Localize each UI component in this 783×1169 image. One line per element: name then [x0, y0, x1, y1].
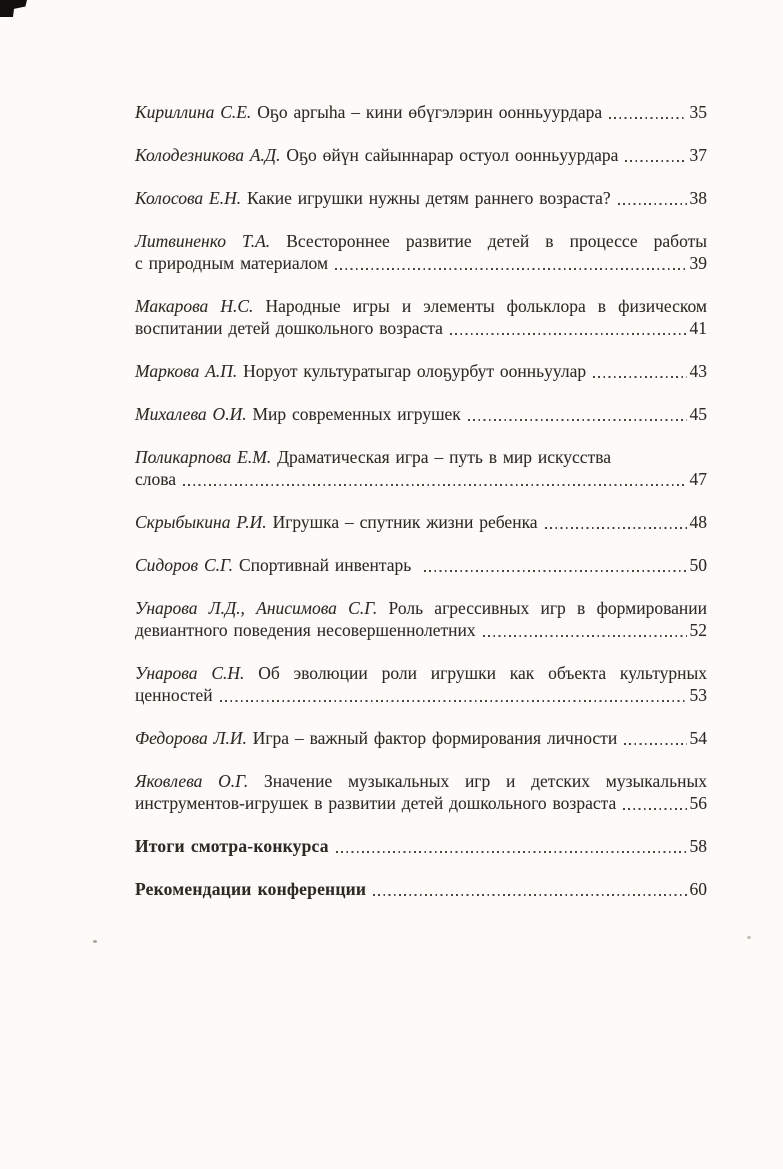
toc-entry-author: Унарова С.Н.	[135, 663, 245, 683]
toc-entry-text	[135, 187, 611, 209]
toc-entry-text	[135, 554, 417, 576]
toc-entry-author: Яковлева О.Г.	[135, 771, 249, 791]
toc-entry-page: 35	[689, 102, 707, 122]
toc-entry-line	[135, 770, 707, 792]
toc-entry-text: с природным материалом	[135, 253, 329, 273]
toc-entry-page: 43	[689, 361, 707, 381]
toc-entry-page: 45	[689, 404, 707, 424]
toc-entry-line	[135, 835, 707, 857]
toc-entry-page: 58	[689, 836, 707, 856]
toc-entry-text	[135, 360, 586, 382]
toc-entry-title: Спортивнай инвентарь	[238, 555, 412, 575]
toc-entry-author: Маркова А.П.	[135, 361, 238, 381]
toc-entry-text: ценностей	[135, 685, 213, 705]
scan-speck	[747, 936, 751, 939]
toc-entry-text: воспитании детей дошкольного возраста	[135, 318, 443, 338]
toc-entry-title: Оҕо аргыһа – кини өбүгэлэрин оонньуурдара	[257, 102, 603, 122]
toc-entry-author: Колосова Е.Н.	[135, 188, 242, 208]
toc-entry-text: слова	[135, 469, 177, 489]
toc-entry-page: 53	[689, 685, 707, 705]
dot-leader	[593, 376, 686, 378]
toc-entry	[135, 770, 707, 814]
scan-speck	[93, 940, 97, 943]
toc-entry-page: 48	[689, 512, 707, 532]
dot-leader	[624, 743, 686, 745]
toc-entry-author: Литвиненко Т.А.	[135, 231, 271, 251]
toc-entry-page: 56	[689, 793, 707, 813]
toc-entry-text: инструментов-игрушек в развитии детей дошкольного возраста	[135, 793, 617, 813]
toc-entry-author: Михалева О.И.	[135, 404, 247, 424]
toc-entry-title: Какие игрушки нужны детям раннего возраста?	[247, 188, 611, 208]
toc-entry-line	[135, 360, 707, 382]
toc-entry	[135, 727, 707, 749]
toc-entry-page: 52	[689, 620, 707, 640]
toc-entry-page: 54	[689, 728, 707, 748]
toc-entry-text: девиантного поведения несовершеннолетних	[135, 620, 476, 640]
toc-entry	[135, 511, 707, 533]
toc-entry-page: 39	[689, 253, 707, 273]
toc-entry-line	[135, 317, 707, 339]
toc-entry	[135, 295, 707, 339]
toc-entry-line	[135, 792, 707, 814]
toc-entry-line	[135, 684, 707, 706]
toc-entry-line	[135, 252, 707, 274]
dot-leader	[483, 635, 687, 637]
dot-leader	[424, 570, 686, 572]
toc-entry-text	[135, 403, 461, 425]
toc-entry-title: Значение музыкальных игр и детских музыкальных	[263, 771, 707, 791]
toc-entry	[135, 360, 707, 382]
toc-entry-title: Итоги смотра-конкурса	[135, 836, 329, 856]
toc-entry-author: Кириллина С.Е.	[135, 102, 252, 122]
toc-entry-line	[135, 468, 707, 490]
dot-leader	[335, 268, 686, 270]
toc-entry-title: Оҕо өйүн сайыннарар остуол оонньуурдара	[286, 145, 619, 165]
toc-entry	[135, 230, 707, 274]
toc-entry-title: Народные игры и элементы фольклора в физическом	[265, 296, 707, 316]
toc-entry-page: 37	[689, 145, 707, 165]
toc-entry-title: Всестороннее развитие детей в процессе работы	[286, 231, 708, 251]
toc-entry-author: Федорова Л.И.	[135, 728, 247, 748]
toc-entry-line	[135, 597, 707, 619]
toc-entry-author: Поликарпова Е.М.	[135, 447, 272, 467]
toc-entry	[135, 144, 707, 166]
toc-entry-line	[135, 187, 707, 209]
toc-entry-author: Макарова Н.С.	[135, 296, 254, 316]
dot-leader	[468, 419, 687, 421]
dot-leader	[183, 484, 686, 486]
toc-entry	[135, 597, 707, 641]
toc-entry-line	[135, 511, 707, 533]
toc-entry-author: Сидоров С.Г.	[135, 555, 234, 575]
toc-entry-title: Норуот культуратыгар олоҕурбут оонньуулар	[243, 361, 587, 381]
toc-entry-recommendations	[135, 878, 707, 900]
toc-entry-line	[135, 446, 707, 468]
toc-entry-text	[135, 144, 618, 166]
dot-leader	[625, 160, 686, 162]
toc-entry-page: 41	[689, 318, 707, 338]
toc-entry-line	[135, 619, 707, 641]
toc-entry-line	[135, 727, 707, 749]
toc-entry-title: Игрушка – спутник жизни ребенка	[272, 512, 538, 532]
toc-entry-page: 47	[689, 469, 707, 489]
dot-leader	[373, 894, 686, 896]
dot-leader	[618, 203, 687, 205]
scan-corner-artifact	[0, 0, 27, 17]
toc-entry-summary	[135, 835, 707, 857]
dot-leader	[609, 117, 686, 119]
dot-leader	[623, 808, 686, 810]
toc-entry-text	[135, 511, 538, 533]
toc-entry-text	[135, 101, 602, 123]
toc-entry-line	[135, 662, 707, 684]
toc-entry	[135, 446, 707, 490]
toc-entry-line	[135, 230, 707, 252]
toc-entry-line	[135, 403, 707, 425]
dot-leader	[220, 700, 687, 702]
toc-entry-author: Унарова Л.Д., Анисимова С.Г.	[135, 598, 378, 618]
toc-entry-line	[135, 101, 707, 123]
toc-entry-line	[135, 554, 707, 576]
dot-leader	[450, 333, 687, 335]
toc-entry-title: Игра – важный фактор формирования личности	[252, 728, 618, 748]
toc-entry	[135, 554, 707, 576]
toc-entry-author: Скрыбыкина Р.И.	[135, 512, 267, 532]
toc-entry-title: Рекомендации конференции	[135, 879, 367, 899]
toc-entry-title: Мир современных игрушек	[252, 404, 461, 424]
toc-entry	[135, 403, 707, 425]
toc-entry-text	[135, 727, 617, 749]
toc-entry-author: Колодезникова А.Д.	[135, 145, 281, 165]
toc-entry-line	[135, 295, 707, 317]
toc-entry-title: Драматическая игра – путь в мир искусства	[277, 447, 612, 467]
toc-entry	[135, 662, 707, 706]
toc-entry-title: Об эволюции роли игрушки как объекта культурных	[258, 663, 708, 683]
toc-entry-page: 60	[689, 879, 707, 899]
toc-entry-title: Роль агрессивных игр в формировании	[388, 598, 707, 618]
toc-entry	[135, 101, 707, 123]
toc-entry-page: 38	[689, 188, 707, 208]
dot-leader	[336, 851, 687, 853]
dot-leader	[545, 527, 687, 529]
toc-list	[135, 101, 707, 921]
toc-entry	[135, 187, 707, 209]
toc-entry-line	[135, 144, 707, 166]
toc-entry-line	[135, 878, 707, 900]
toc-entry-page: 50	[689, 555, 707, 575]
